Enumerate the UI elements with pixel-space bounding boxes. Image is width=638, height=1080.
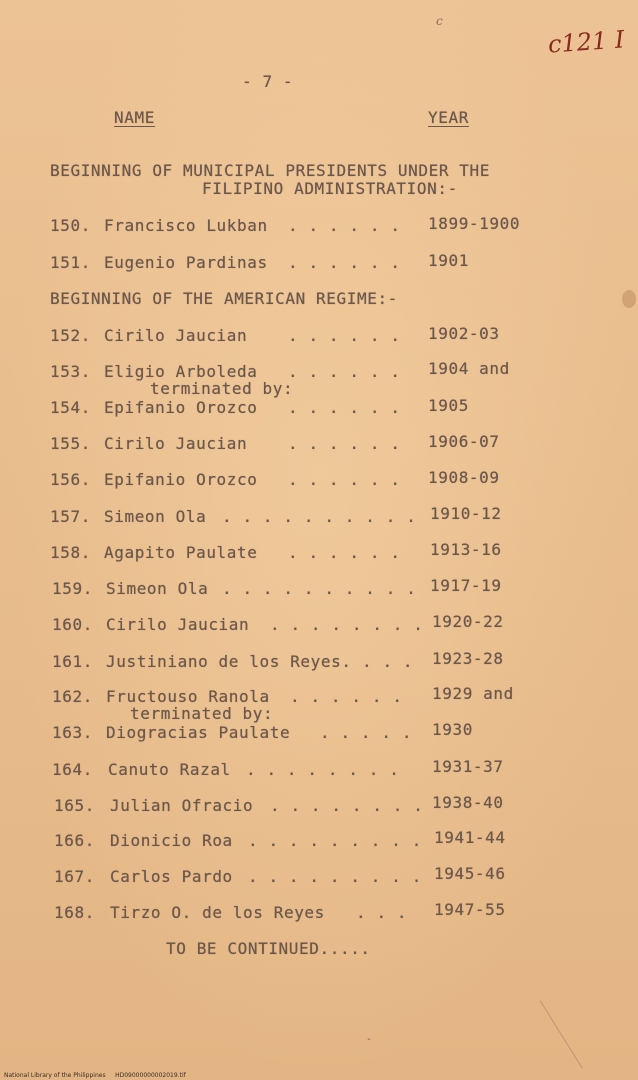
- entry-name: Tirzo O. de los Reyes: [110, 903, 325, 922]
- entry-number: 153.: [50, 362, 91, 381]
- entry-year: 1901: [428, 251, 469, 270]
- entry-leader-dots: . . . . . . . .: [270, 796, 424, 815]
- entry-year: 1917-19: [430, 576, 502, 595]
- entry-year: 1902-03: [428, 324, 500, 343]
- entry-leader-dots: . . . . . . . .: [270, 615, 424, 634]
- entry-name: Dionicio Roa: [110, 831, 233, 850]
- entry-year: 1923-28: [432, 649, 504, 668]
- entry-name: Agapito Paulate: [104, 543, 258, 562]
- entry-name: Carlos Pardo: [110, 867, 233, 886]
- column-header-year: YEAR: [428, 108, 469, 127]
- entry-name: Julian Ofracio: [110, 796, 254, 815]
- entry-number: 152.: [50, 326, 91, 345]
- entry-leader-dots: . . . . . . . . .: [248, 831, 422, 850]
- entry-number: 151.: [50, 253, 91, 272]
- entry-name: Epifanio Orozco: [104, 398, 258, 417]
- entry-number: 163.: [52, 723, 93, 742]
- entry-name: Simeon Ola: [106, 579, 209, 598]
- entry-number: 157.: [50, 507, 91, 526]
- entry-name: Cirilo Jaucian: [104, 326, 248, 345]
- entry-number: 164.: [52, 760, 93, 779]
- terminated-by-note: terminated by:: [130, 704, 274, 723]
- entry-number: 154.: [50, 398, 91, 417]
- entry-leader-dots: . . . . .: [320, 723, 413, 742]
- entry-leader-dots: . . . . . .: [288, 216, 401, 235]
- entry-number: 167.: [54, 867, 95, 886]
- paper-stain: [622, 290, 636, 308]
- entry-leader-dots: . . .: [362, 652, 414, 671]
- entry-year: 1945-46: [434, 864, 506, 883]
- entry-name: Cirilo Jaucian: [106, 615, 250, 634]
- entry-leader-dots: . . . . . .: [288, 543, 401, 562]
- entry-year: 1941-44: [434, 828, 506, 847]
- entry-name: Eligio Arboleda: [104, 362, 258, 381]
- section-heading-filipino-line1: BEGINNING OF MUNICIPAL PRESIDENTS UNDER THE: [50, 161, 491, 180]
- section-heading-american: BEGINNING OF THE AMERICAN REGIME:-: [50, 289, 398, 308]
- entry-number: 155.: [50, 434, 91, 453]
- entry-leader-dots: . . . . . .: [288, 434, 401, 453]
- entry-number: 165.: [54, 796, 95, 815]
- entry-year: 1908-09: [428, 468, 500, 487]
- entry-leader-dots: . . . . . .: [288, 398, 401, 417]
- entry-name: Simeon Ola: [104, 507, 207, 526]
- entry-name: Fructouso Ranola: [106, 687, 270, 706]
- entry-name: Justiniano de los Reyes.: [106, 652, 352, 671]
- entry-leader-dots: . . . . . .: [288, 362, 401, 381]
- entry-year: 1920-22: [432, 612, 504, 631]
- entry-leader-dots: . . . . . .: [288, 253, 401, 272]
- archive-footer: National Library of the Philippines HD09000000002019.tif: [4, 1072, 186, 1079]
- entry-name: Epifanio Orozco: [104, 470, 258, 489]
- entry-number: 150.: [50, 216, 91, 235]
- paper-crease: [540, 1000, 583, 1068]
- entry-leader-dots: . . . . . .: [288, 470, 401, 489]
- entry-number: 166.: [54, 831, 95, 850]
- entry-leader-dots: . . . . . . . .: [246, 760, 400, 779]
- pencil-mark: c: [436, 14, 443, 28]
- entry-name: Canuto Razal: [108, 760, 231, 779]
- entry-year: 1906-07: [428, 432, 500, 451]
- page-number: - 7 -: [242, 72, 294, 91]
- entry-number: 161.: [52, 652, 93, 671]
- entry-leader-dots: . . . . . . . . . .: [222, 507, 417, 526]
- entry-name: Cirilo Jaucian: [104, 434, 248, 453]
- entry-year: 1931-37: [432, 757, 504, 776]
- column-header-name: NAME: [114, 108, 155, 127]
- bottom-ink-mark: -: [366, 1034, 373, 1045]
- entry-year: 1913-16: [430, 540, 502, 559]
- entry-leader-dots: . . . . . .: [288, 326, 401, 345]
- to-be-continued: TO BE CONTINUED.....: [166, 939, 371, 958]
- entry-number: 159.: [52, 579, 93, 598]
- entry-leader-dots: . . . . . . . . . .: [222, 579, 417, 598]
- entry-year: 1947-55: [434, 900, 506, 919]
- entry-number: 162.: [52, 687, 93, 706]
- entry-name: Eugenio Pardinas: [104, 253, 268, 272]
- entry-leader-dots: . . . . . .: [290, 687, 403, 706]
- entry-year: 1938-40: [432, 793, 504, 812]
- entry-number: 156.: [50, 470, 91, 489]
- entry-year: 1904 and: [428, 359, 510, 378]
- entry-year: 1910-12: [430, 504, 502, 523]
- entry-number: 168.: [54, 903, 95, 922]
- entry-number: 158.: [50, 543, 91, 562]
- handwritten-catalog-note: c121 I: [547, 25, 626, 59]
- entry-year: 1929 and: [432, 684, 514, 703]
- entry-year: 1899-1900: [428, 214, 521, 233]
- entry-year: 1905: [428, 396, 469, 415]
- entry-number: 160.: [52, 615, 93, 634]
- entry-name: Francisco Lukban: [104, 216, 268, 235]
- terminated-by-note: terminated by:: [150, 379, 294, 398]
- entry-leader-dots: . . .: [356, 903, 408, 922]
- section-heading-filipino-line2: FILIPINO ADMINISTRATION:-: [202, 179, 458, 198]
- entry-leader-dots: . . . . . . . . .: [248, 867, 422, 886]
- entry-name: Diogracias Paulate: [106, 723, 291, 742]
- entry-year: 1930: [432, 720, 473, 739]
